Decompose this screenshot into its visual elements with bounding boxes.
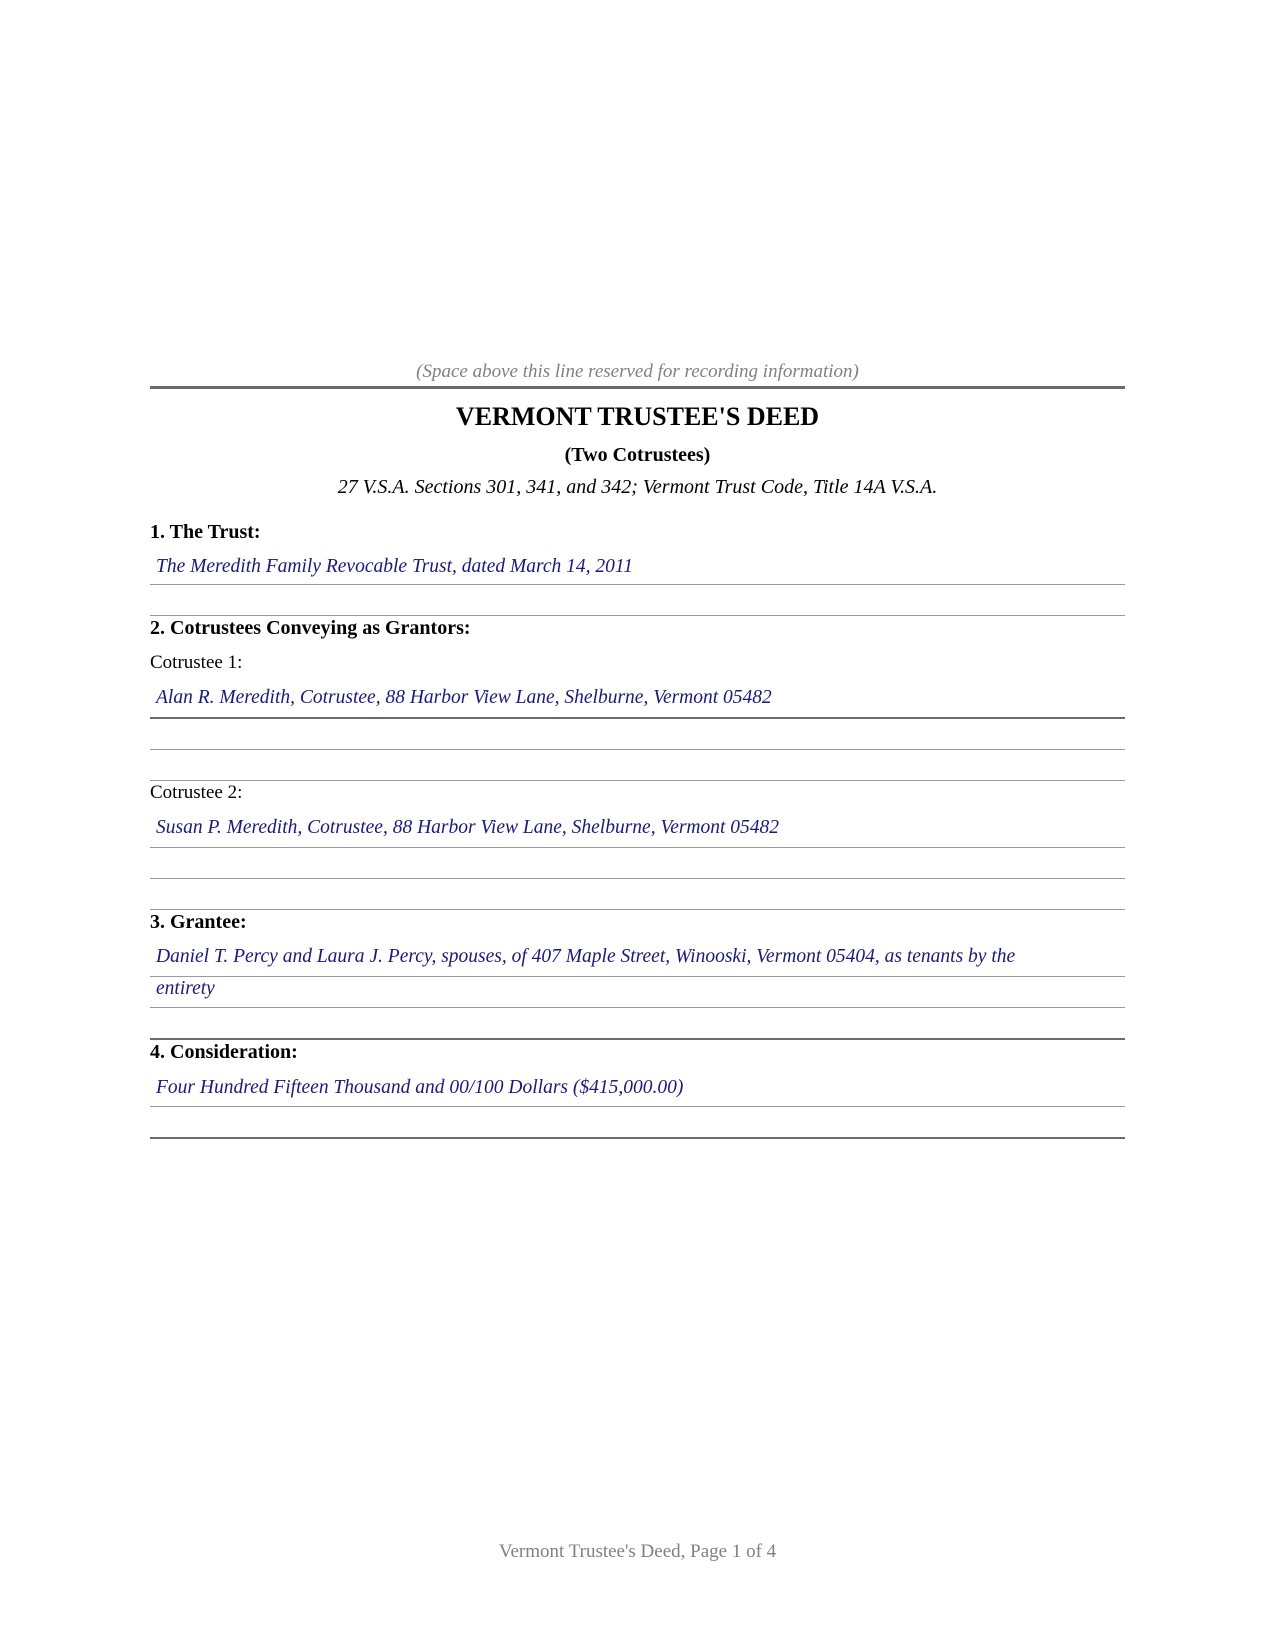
cotrustee-1-line-2 (150, 749, 1125, 750)
recording-space-note: (Space above this line reserved for recording information) (416, 361, 859, 382)
cotrustee-2-field[interactable]: Susan P. Meredith, Cotrustee, 88 Harbor View Lane, Shelburne, Vermont 05482 (156, 817, 780, 838)
trust-heading: 1. The Trust: (150, 521, 261, 543)
page-footer: Vermont Trustee's Deed, Page 1 of 4 (498, 1541, 777, 1562)
cotrustee-2-line-1 (150, 847, 1125, 848)
cotrustee-2-line-3 (150, 909, 1125, 910)
cotrustee-1-line-3 (150, 780, 1125, 781)
cotrustee-1-field[interactable]: Alan R. Meredith, Cotrustee, 88 Harbor View Lane, Shelburne, Vermont 05482 (156, 687, 772, 708)
recording-divider (150, 386, 1125, 389)
document-subtitle: (Two Cotrustees) (564, 444, 711, 466)
consideration-line-2 (150, 1137, 1125, 1139)
grantee-line-1 (150, 976, 1125, 977)
grantee-line-2 (150, 1007, 1125, 1008)
trust-field[interactable]: The Meredith Family Revocable Trust, dated March 14, 2011 (156, 556, 633, 577)
trust-field-line-1 (150, 584, 1125, 585)
consideration-heading: 4. Consideration: (150, 1041, 298, 1063)
cotrustee-2-label: Cotrustee 2: (150, 782, 243, 803)
cotrustee-1-label: Cotrustee 1: (150, 652, 243, 673)
consideration-field[interactable]: Four Hundred Fifteen Thousand and 00/100 Dollars ($415,000.00) (156, 1077, 684, 1098)
document-title: VERMONT TRUSTEE'S DEED (455, 402, 820, 431)
consideration-line-1 (150, 1106, 1125, 1107)
grantors-heading: 2. Cotrustees Conveying as Grantors: (150, 617, 471, 639)
statute-citation: 27 V.S.A. Sections 301, 341, and 342; Vermont Trust Code, Title 14A V.S.A. (337, 476, 938, 498)
grantee-field-continued[interactable]: entirety (156, 978, 215, 999)
cotrustee-2-line-2 (150, 878, 1125, 879)
grantee-heading: 3. Grantee: (150, 911, 247, 933)
cotrustee-1-line-1 (150, 717, 1125, 719)
grantee-field[interactable]: Daniel T. Percy and Laura J. Percy, spouses, of 407 Maple Street, Winooski, Vermont 05404, as tenants by the (156, 946, 1016, 967)
